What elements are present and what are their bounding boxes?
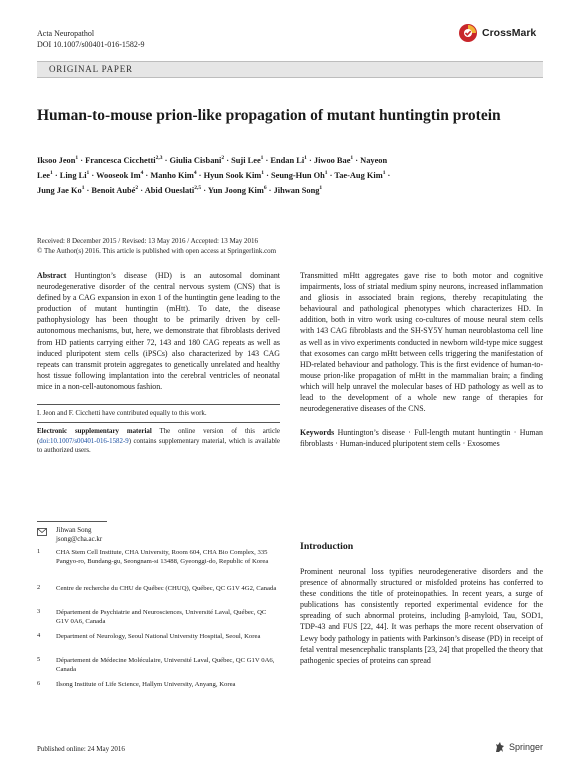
author-name[interactable]: Nayeon Lee bbox=[37, 155, 388, 180]
section-label: ORIGINAL PAPER bbox=[49, 64, 133, 74]
affiliation-1 bbox=[37, 548, 280, 566]
section-label-bar bbox=[37, 61, 543, 78]
affiliation-text: Centre de recherche du CHU de Québec (CHUQ), Québec, QC G1V 4G2, Canada bbox=[56, 585, 277, 592]
author-affiliation-sup: 1 bbox=[304, 155, 307, 161]
author-name[interactable]: Jiwoo Bae bbox=[313, 155, 351, 165]
affiliation-text: Département de Médecine Moléculaire, Université Laval, Québec, QC G1V 0A6, Canada bbox=[56, 657, 275, 674]
affiliation-number: 4 bbox=[37, 632, 41, 639]
publisher-logo bbox=[494, 741, 543, 753]
author-name[interactable]: Iksoo Jeon bbox=[37, 155, 76, 165]
abstract-left bbox=[37, 270, 280, 456]
journal-name: Acta Neuropathol bbox=[37, 29, 95, 38]
author-affiliation-sup: 6 bbox=[263, 185, 267, 191]
author-name[interactable]: Endan Li bbox=[270, 155, 305, 165]
affiliation-number: 6 bbox=[37, 680, 41, 687]
affiliation-number: 2 bbox=[37, 584, 41, 591]
envelope-icon bbox=[37, 528, 47, 536]
footnote-divider bbox=[37, 404, 280, 405]
supp-doi-link[interactable]: doi:10.1007/s00401-016-1582-9 bbox=[39, 437, 129, 445]
abstract-text-part2: Transmitted mHtt aggregates gave rise to both motor and cognitive impairments, loss of striatal medium spiny neurons, increased inflammation and gliosis in associated brain regions, thereby recapitulating the behavioural and pathological phenotypes which characterizes HD. In addition, both in vitro work using co-cultures of mouse neural stem cells with 143 CAG fibroblasts and the SH-SY5Y human neuroblastoma cell line as well as in vivo experiments conducted in newborn wild-type mice suggest that exosomes can cargo mHtt between cells triggering the manifestation of HD-related behaviour and pathology. This is the first evidence of human-to-mouse prion-like propagation of mHtt in the mammalian brain; a finding which will help unravel the molecular bases of HD pathology as well as to lead to the development of a whole new range of therapies for neurodegenerative diseases of the CNS. bbox=[300, 271, 543, 414]
abstract-right bbox=[300, 270, 543, 449]
author-affiliation-sup: 1 bbox=[260, 155, 264, 161]
author-name[interactable]: Abid Oueslati bbox=[144, 185, 195, 195]
crossmark-label: CrossMark bbox=[482, 27, 537, 39]
corresponding-author bbox=[37, 521, 280, 545]
contact-name: Jihwan Song bbox=[56, 527, 92, 534]
publisher-name: Springer bbox=[509, 742, 544, 752]
introduction-text: Prominent neuronal loss typifies neurodegenerative disorders and the presence of abnormally structured or misfolded proteins has conferred to these conditions the title of proteinopathies. In recent years, a surge of publications has consistently reported experimental evidence for the spreading of such abnormal proteins, including β-amyloid, Tau, SOD1, TDP-43 and FUS [22, 44]. It was perhaps the more recent observation of Lewy body pathology in patients with Parkinson’s disease (PD) in receipt of fetal ventral mesencephalic transplants [23, 24] that propelled the theory that pathogenic species of proteins can spread bbox=[300, 567, 543, 665]
published-date: Published online: 24 May 2016 bbox=[37, 745, 125, 753]
affiliation-number: 5 bbox=[37, 656, 41, 663]
copyright-line: © The Author(s) 2016. This article is published with open access at Springerlink.com bbox=[37, 247, 277, 255]
journal-header bbox=[37, 28, 145, 50]
author-name[interactable]: Ling Li bbox=[59, 170, 87, 180]
author-affiliation-sup: 2,5 bbox=[194, 185, 202, 191]
affiliation-number: 1 bbox=[37, 548, 41, 555]
introduction-heading: Introduction bbox=[300, 541, 354, 552]
affiliation-2 bbox=[37, 584, 280, 593]
crossmark-badge[interactable] bbox=[458, 23, 536, 43]
affiliation-3 bbox=[37, 608, 280, 626]
author-name[interactable]: Wooseok Im bbox=[96, 170, 141, 180]
received-line: Received: 8 December 2015 / Revised: 13 May 2016 / Accepted: 13 May 2016 bbox=[37, 237, 259, 245]
author-affiliation-sup: 2 bbox=[221, 155, 225, 161]
author-affiliation-sup: 1 bbox=[81, 185, 85, 191]
author-name[interactable]: Giulia Cisbani bbox=[169, 155, 222, 165]
author-affiliation-sup: 1 bbox=[324, 170, 328, 176]
supp-text-before: The online version of this article ( bbox=[37, 428, 280, 445]
author-name[interactable]: Tae-Aug Kim bbox=[334, 170, 383, 180]
author-affiliation-sup: 4 bbox=[193, 170, 197, 176]
affiliation-text: CHA Stem Cell Institute, CHA University, Room 604, CHA Bio Complex, 335 Pangyo-ro, Bundang-gu, Seongnam-si 13488, Gyeonggi-do, Republic of Korea bbox=[56, 549, 269, 566]
affiliation-text: Département de Psychiatrie and Neurosciences, Université Laval, Québec, QC G1V 0A6, Canada bbox=[56, 609, 267, 626]
keywords bbox=[300, 427, 543, 449]
affiliation-5 bbox=[37, 656, 280, 674]
author-affiliation-sup: 2 bbox=[135, 185, 139, 191]
author-affiliation-sup: 1 bbox=[86, 170, 90, 176]
author-name[interactable]: Jung Jae Ko bbox=[37, 185, 82, 195]
author-name[interactable]: Francesca Cicchetti bbox=[85, 155, 156, 165]
abstract-label: Abstract bbox=[37, 271, 67, 280]
author-name[interactable]: Hyun Sook Kim bbox=[203, 170, 262, 180]
affiliation-text: Ilsong Institute of Life Science, Hallym University, Anyang, Korea bbox=[56, 681, 236, 688]
contact-divider bbox=[37, 521, 107, 522]
author-name[interactable]: Benoit Aubé bbox=[91, 185, 136, 195]
footnote-divider-2 bbox=[37, 422, 280, 423]
keywords-label: Keywords bbox=[300, 428, 335, 438]
supplementary-note bbox=[37, 427, 280, 455]
author-affiliation-sup: 2,3 bbox=[155, 155, 163, 161]
affiliation-text: Department of Neurology, Seoul National University Hospital, Seoul, Korea bbox=[56, 633, 261, 640]
author-affiliation-sup: 1 bbox=[50, 170, 53, 176]
affiliation-4 bbox=[37, 632, 280, 641]
contact-row bbox=[37, 526, 280, 545]
author-list: Iksoo Jeon$^1$ · Francesca Cicchetti$^{2,3}$ · Giulia Cisbani$^2$ · Suji Lee$^1$ · Endan $Li^1$ · Jiwoo Bae$^1$ · Nayeon Lee$^1$ · Ling $Li^1$ · Wooseok $Im^4$ · Manho Kim$^4$ · Hyun Sook Kim$^1$ · Seung-Hun $Oh^1 \cdot Tae-Aug$ Kim$^1$ · Jung Jae $Ko^1$ · Benoit Aubé$^2$ · Abid Oueslati$^{2,5}$ · Yun Joong Kim$^6$ · Jihwan Song$^1$ bbox=[37, 155, 391, 195]
supp-label: Electronic supplementary material bbox=[37, 428, 152, 436]
author-name[interactable]: Seung-Hun Oh bbox=[271, 170, 325, 180]
author-name[interactable]: Suji Lee bbox=[231, 155, 261, 165]
springer-horse-icon bbox=[494, 741, 506, 753]
author-name[interactable]: Manho Kim bbox=[150, 170, 194, 180]
article-title: Human-to-mouse prion-like propagation of mutant huntingtin protein bbox=[37, 107, 501, 124]
author-affiliation-sup: 1 bbox=[319, 185, 323, 191]
author-name[interactable]: Yun Joong Kim bbox=[207, 185, 264, 195]
equal-contribution-note: I. Jeon and F. Cicchetti have contributed equally to this work. bbox=[37, 410, 207, 418]
author-affiliation-sup: 4 bbox=[140, 170, 144, 176]
article-dates bbox=[37, 236, 537, 256]
doi-line: DOI 10.1007/s00401-016-1582-9 bbox=[37, 40, 145, 49]
abstract-text-part1: Huntington’s disease (HD) is an autosomal dominant neurodegenerative disorder of the central nervous system (CNS) that is defined by a CAG expansion in exon 1 of the huntingtin gene leading to the production of mutant huntingtin (mHtt). To date, the disease pathophysiology has been thought to be primarily driven by cell-autonomous mechanisms, but, here, we demonstrate that fibroblasts derived from HD patients carrying either 72, 143 and 180 CAG repeats as well as induced pluripotent stem cells (iPSCs) also characterized by 143 CAG repeats can transmit protein aggregates to genetically unrelated and healthy host tissue following implantation into the cerebral ventricles of neonatal mice in a non-cell-autonomous fashion. bbox=[37, 271, 280, 391]
affiliation-number: 3 bbox=[37, 608, 41, 615]
affiliation-6 bbox=[37, 680, 280, 689]
author-affiliation-sup: 1 bbox=[382, 170, 386, 176]
supp-text-after: ) contains supplementary material, which is available to authorized users. bbox=[37, 437, 280, 455]
author-affiliation-sup: 1 bbox=[261, 170, 265, 176]
keywords-text: Huntington’s disease · Full-length mutant huntingtin · Human fibroblasts · Human-induced pluripotent stem cells · Exosomes bbox=[300, 428, 543, 449]
author-name[interactable]: Jihwan Song bbox=[273, 185, 320, 195]
contact-email[interactable]: jsong@cha.ac.kr bbox=[56, 536, 103, 544]
author-affiliation-sup: 1 bbox=[75, 155, 79, 161]
crossmark-icon bbox=[458, 23, 478, 43]
author-affiliation-sup: 1 bbox=[350, 155, 354, 161]
